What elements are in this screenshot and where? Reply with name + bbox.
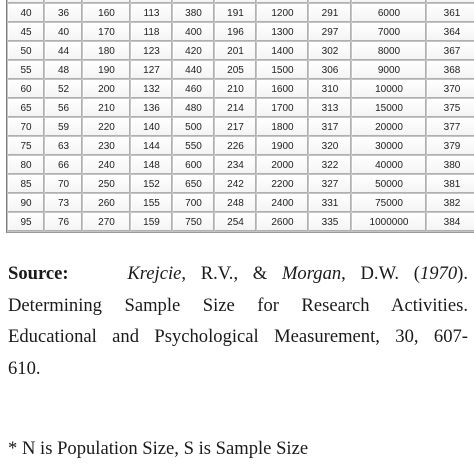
table-cell: 76 (45, 213, 83, 232)
table-cell: 52 (45, 80, 83, 99)
source-line-3: Educational and Psychological Measurement, 30, 607- (8, 326, 468, 347)
table-cell: 170 (83, 23, 131, 42)
table-cell: 63 (45, 137, 83, 156)
table-cell: 1400 (257, 42, 309, 61)
table-row (8, 4, 474, 23)
table-cell: 382 (427, 194, 474, 213)
table-cell: 140 (131, 118, 173, 137)
table-cell: 480 (173, 99, 215, 118)
table-cell: 60 (8, 80, 45, 99)
table-cell: 123 (131, 42, 173, 61)
table-cell: 248 (215, 194, 257, 213)
table-cell: 30000 (352, 137, 427, 156)
table-cell: 650 (173, 175, 215, 194)
table-cell: 379 (427, 137, 474, 156)
table-cell: 95 (8, 213, 45, 232)
table-cell: 148 (131, 156, 173, 175)
table-cell: 75 (8, 137, 45, 156)
table-cell: 50000 (352, 175, 427, 194)
table-cell: 226 (215, 137, 257, 156)
table-row (8, 99, 474, 118)
citation-year: 1970 (419, 263, 458, 284)
table-cell: 291 (309, 4, 352, 23)
table-cell: 45 (8, 23, 45, 42)
table-cell: 118 (131, 23, 173, 42)
table-cell: 375 (427, 99, 474, 118)
table-cell: 50 (8, 42, 45, 61)
source-citation (8, 258, 468, 384)
table-cell: 40 (8, 4, 45, 23)
table-cell: 317 (309, 118, 352, 137)
table-cell: 191 (215, 4, 257, 23)
table-cell: 364 (427, 23, 474, 42)
table-cell: 144 (131, 137, 173, 156)
table-cell: 361 (427, 4, 474, 23)
table-row (8, 137, 474, 156)
source-line-2: Determining Sample Size for Research Activities. (8, 294, 468, 316)
table-cell: 56 (45, 99, 83, 118)
table-row (8, 118, 474, 137)
table-cell: 59 (45, 118, 83, 137)
table-cell: 377 (427, 118, 474, 137)
table-cell: 210 (215, 80, 257, 99)
table-cell: 368 (427, 61, 474, 80)
table-cell: 260 (83, 194, 131, 213)
table-cell: 1000000 (352, 213, 427, 232)
table-cell: 1900 (257, 137, 309, 156)
table-cell: 313 (309, 99, 352, 118)
table-cell: 6000 (352, 4, 427, 23)
table-cell: 2400 (257, 194, 309, 213)
table-cell: 214 (215, 99, 257, 118)
table-cell: 210 (83, 99, 131, 118)
table-cell: 190 (83, 61, 131, 80)
table-cell: 2000 (257, 156, 309, 175)
table-cell: 440 (173, 61, 215, 80)
table-cell: 240 (83, 156, 131, 175)
table-cell: 136 (131, 99, 173, 118)
table-cell: 40000 (352, 156, 427, 175)
table-cell: 55 (8, 61, 45, 80)
table-cell: 1200 (257, 4, 309, 23)
table-cell: 15000 (352, 99, 427, 118)
table-cell: 335 (309, 213, 352, 232)
table-cell: 460 (173, 80, 215, 99)
table-body (8, 0, 474, 232)
table-cell: 320 (309, 137, 352, 156)
source-line-1 (8, 258, 468, 290)
table-cell: 66 (45, 156, 83, 175)
table-cell: 1600 (257, 80, 309, 99)
table-cell: 127 (131, 61, 173, 80)
table-cell: 73 (45, 194, 83, 213)
table-cell: 700 (173, 194, 215, 213)
table-cell: 48 (45, 61, 83, 80)
table-cell: 40 (45, 23, 83, 42)
table-cell: 10000 (352, 80, 427, 99)
table-cell: 306 (309, 61, 352, 80)
table-cell: 234 (215, 156, 257, 175)
author-krejcie: Krejcie (127, 263, 182, 284)
table-row (8, 23, 474, 42)
table-cell: 159 (131, 213, 173, 232)
table-row (8, 213, 474, 232)
source-label: Source: (8, 263, 69, 284)
table-row (8, 61, 474, 80)
table-cell: 500 (173, 118, 215, 137)
table-cell: 367 (427, 42, 474, 61)
table-cell: 1300 (257, 23, 309, 42)
table-cell: 327 (309, 175, 352, 194)
table-cell: 550 (173, 137, 215, 156)
table-cell: 9000 (352, 61, 427, 80)
table-cell: 196 (215, 23, 257, 42)
table-cell: 230 (83, 137, 131, 156)
table-cell: 302 (309, 42, 352, 61)
source-line-4: 610. (8, 357, 41, 379)
citation-part: , D.W. ( (341, 263, 420, 284)
table-cell: 75000 (352, 194, 427, 213)
citation-part: ). (457, 263, 468, 284)
table-cell: 200 (83, 80, 131, 99)
table-cell: 297 (309, 23, 352, 42)
table-cell: 44 (45, 42, 83, 61)
citation-part: , R.V., & (181, 263, 268, 284)
table-cell: 331 (309, 194, 352, 213)
table-cell: 90 (8, 194, 45, 213)
table-cell: 400 (173, 23, 215, 42)
table-cell: 242 (215, 175, 257, 194)
table-cell: 1800 (257, 118, 309, 137)
table-cell: 180 (83, 42, 131, 61)
author-morgan: Morgan (281, 263, 342, 284)
table-cell: 380 (173, 4, 215, 23)
table-cell: 600 (173, 156, 215, 175)
footnote: * N is Population Size, S is Sample Size (8, 438, 309, 459)
table-row (8, 42, 474, 61)
table-cell: 20000 (352, 118, 427, 137)
table-cell: 160 (83, 4, 131, 23)
table-cell: 220 (83, 118, 131, 137)
table-cell: 370 (427, 80, 474, 99)
table-cell: 8000 (352, 42, 427, 61)
table-cell: 420 (173, 42, 215, 61)
table-row (8, 194, 474, 213)
table-cell: 750 (173, 213, 215, 232)
table-cell: 205 (215, 61, 257, 80)
table-cell: 70 (45, 175, 83, 194)
table-cell: 65 (8, 99, 45, 118)
table-cell: 132 (131, 80, 173, 99)
table-cell: 1500 (257, 61, 309, 80)
sample-size-table (6, 0, 474, 233)
table-cell: 250 (83, 175, 131, 194)
table-cell: 2600 (257, 213, 309, 232)
table-cell: 155 (131, 194, 173, 213)
table-row (8, 156, 474, 175)
table-row (8, 80, 474, 99)
table-cell: 80 (8, 156, 45, 175)
table-cell: 2200 (257, 175, 309, 194)
table-cell: 310 (309, 80, 352, 99)
table-cell: 270 (83, 213, 131, 232)
table-cell: 113 (131, 4, 173, 23)
table-cell: 1700 (257, 99, 309, 118)
table-cell: 322 (309, 156, 352, 175)
table-cell: 217 (215, 118, 257, 137)
table-cell: 36 (45, 4, 83, 23)
table-cell: 384 (427, 213, 474, 232)
table-cell: 70 (8, 118, 45, 137)
table-cell: 85 (8, 175, 45, 194)
table-row (8, 175, 474, 194)
table-cell: 152 (131, 175, 173, 194)
table-cell: 254 (215, 213, 257, 232)
table-cell: 381 (427, 175, 474, 194)
table-cell: 380 (427, 156, 474, 175)
table-cell: 7000 (352, 23, 427, 42)
table-cell: 201 (215, 42, 257, 61)
